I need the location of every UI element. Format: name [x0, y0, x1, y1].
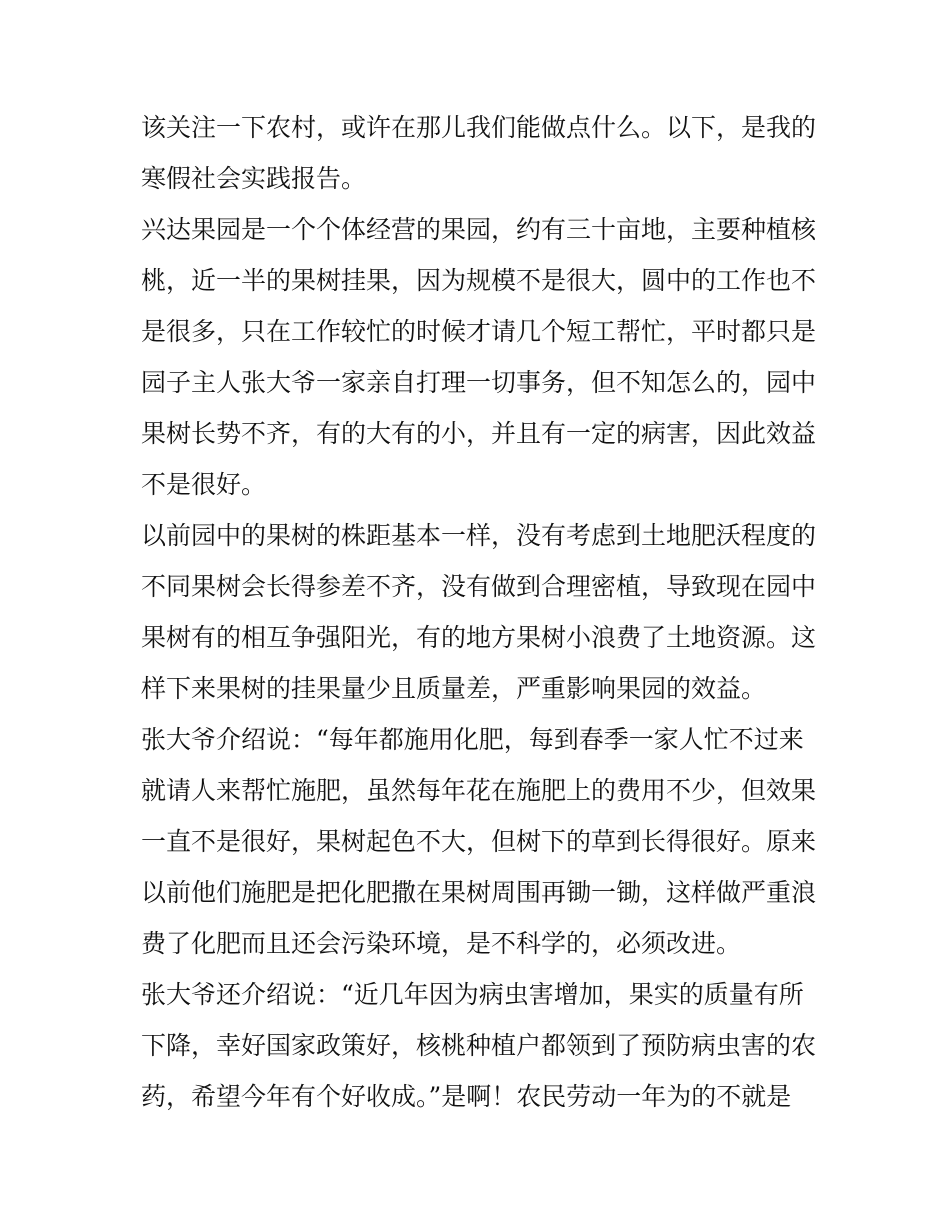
text-line: 该关注一下农村，或许在那儿我们能做点什么。以下，是我的 [141, 113, 817, 142]
text-line: 是很多，只在工作较忙的时候才请几个短工帮忙，平时都只是 [141, 317, 817, 346]
body-text [141, 102, 821, 1122]
text-line: 一直不是很好，果树起色不大，但树下的草到长得很好。原来 [141, 827, 817, 856]
text-line: 不是很好。 [141, 470, 267, 499]
text-line: 果树长势不齐，有的大有的小，并且有一定的病害，因此效益 [141, 419, 817, 448]
text-line: 寒假社会实践报告。 [141, 164, 367, 193]
text-line: 以前他们施肥是把化肥撒在果树周围再锄一锄，这样做严重浪 [141, 878, 817, 907]
text-line: 兴达果园是一个个体经营的果园，约有三十亩地，主要种植核 [141, 215, 817, 244]
text-line: 桃，近一半的果树挂果，因为规模不是很大，圆中的工作也不 [141, 266, 817, 295]
text-line: 下降，幸好国家政策好，核桃种植户都领到了预防病虫害的农 [141, 1031, 817, 1060]
text-line: 园子主人张大爷一家亲自打理一切事务，但不知怎么的，园中 [141, 368, 817, 397]
text-line: 张大爷还介绍说：“近几年因为病虫害增加，果实的质量有所 [141, 980, 804, 1009]
text-line: 费了化肥而且还会污染环境，是不科学的，必须改进。 [141, 929, 742, 958]
text-line: 张大爷介绍说：“每年都施用化肥，每到春季一家人忙不过来 [141, 725, 804, 754]
text-line: 就请人来帮忙施肥，虽然每年花在施肥上的费用不少，但效果 [141, 776, 817, 805]
text-line: 果树有的相互争强阳光，有的地方果树小浪费了土地资源。这 [141, 623, 817, 652]
text-line: 以前园中的果树的株距基本一样，没有考虑到土地肥沃程度的 [141, 521, 817, 550]
text-line: 样下来果树的挂果量少且质量差，严重影响果园的效益。 [141, 674, 767, 703]
text-line: 不同果树会长得参差不齐，没有做到合理密植，导致现在园中 [141, 572, 817, 601]
text-line: 药，希望今年有个好收成。”是啊！农民劳动一年为的不就是 [141, 1082, 792, 1111]
